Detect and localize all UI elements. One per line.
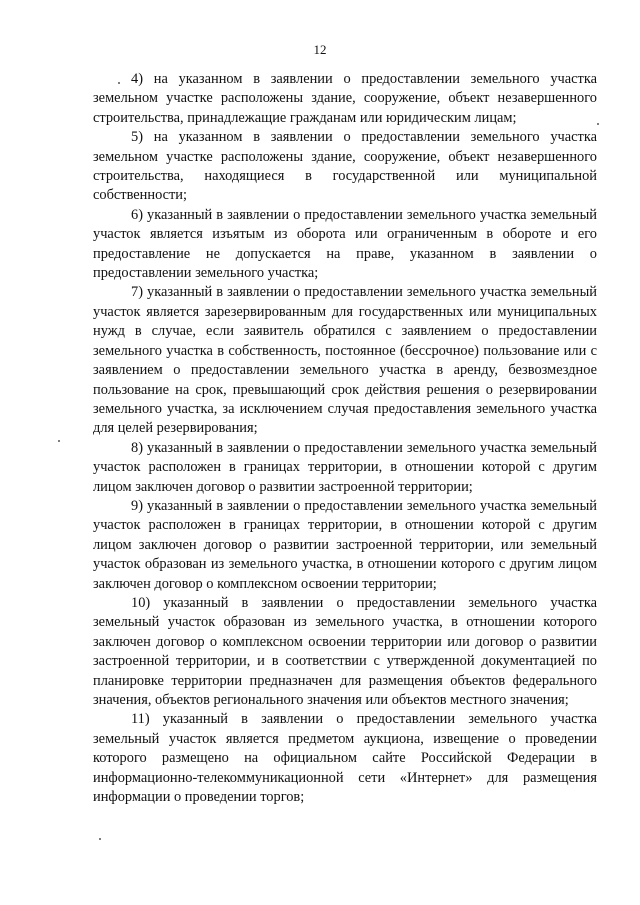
page-number: 12: [313, 42, 327, 57]
paragraph-item-7: 7) указанный в заявлении о предоставлении земельного участка земельный участок является зарезервированным для государственных или муниципальных нужд в случае, если заявитель обратился с заявлением о предоставлении земельного участка в собственность, постоянное (бессрочное) пользование или с заявлением о предоставлении земельного участка в аренду, безвозмездное пользование на срок, превышающий срок действия решения о резервировании земельного участка, за исключением случая предоставления земельного участка для целей резервирования;: [93, 284, 597, 437]
paragraph-item-5: 5) на указанном в заявлении о предоставлении земельного участка земельном участке расположены здание, сооружение, объект незавершенного строительства, находящиеся в государственной или муниципальной собственности;: [93, 129, 597, 204]
scan-speck: [99, 838, 101, 840]
paragraph-item-4: 4) на указанном в заявлении о предоставлении земельного участка земельном участке расположены здание, сооружение, объект незавершенного строительства, принадлежащие гражданам или юридическим лицам;: [93, 71, 597, 126]
scan-speck: [118, 82, 120, 84]
paragraph-item-11: 11) указанный в заявлении о предоставлении земельного участка земельный участок является предметом аукциона, извещение о проведении которого размещено на официальном сайте Российской Федерации в информационно-телекоммуникационной сети «Интернет» для размещения информации о проведении торгов;: [93, 711, 597, 806]
scan-speck: [597, 123, 599, 125]
scan-speck: [58, 440, 60, 442]
paragraph-item-6: 6) указанный в заявлении о предоставлении земельного участка земельный участок является изъятым из оборота или ограниченным в обороте и его предоставление не допускается на праве, указанном в заявлении о предоставлении земельного участка;: [93, 206, 597, 282]
paragraph-item-8: 8) указанный в заявлении о предоставлении земельного участка земельный участок расположен в границах территории, в отношении которой с другим лицом заключен договор о развитии застроенной территории;: [93, 439, 597, 495]
paragraph-item-9: 9) указанный в заявлении о предоставлении земельного участка земельный участок расположен в границах территории, в отношении которой с другим лицом заключен договор о развитии застроенной территории, или земельный участок образован из земельного участка, в отношении которого с другим лицом заключен договор о комплексном освоении территории;: [93, 497, 597, 592]
document-text: [93, 70, 597, 807]
paragraph-item-10: 10) указанный в заявлении о предоставлении земельного участка земельный участок образован из земельного участка, в отношении которого заключен договор о комплексном освоении территории или договор о развитии застроенной территории, и в соответствии с утвержденной документацией по планировке территории предназначен для размещения объектов федерального значения, объектов регионального значения или объектов местного значения;: [93, 594, 597, 708]
